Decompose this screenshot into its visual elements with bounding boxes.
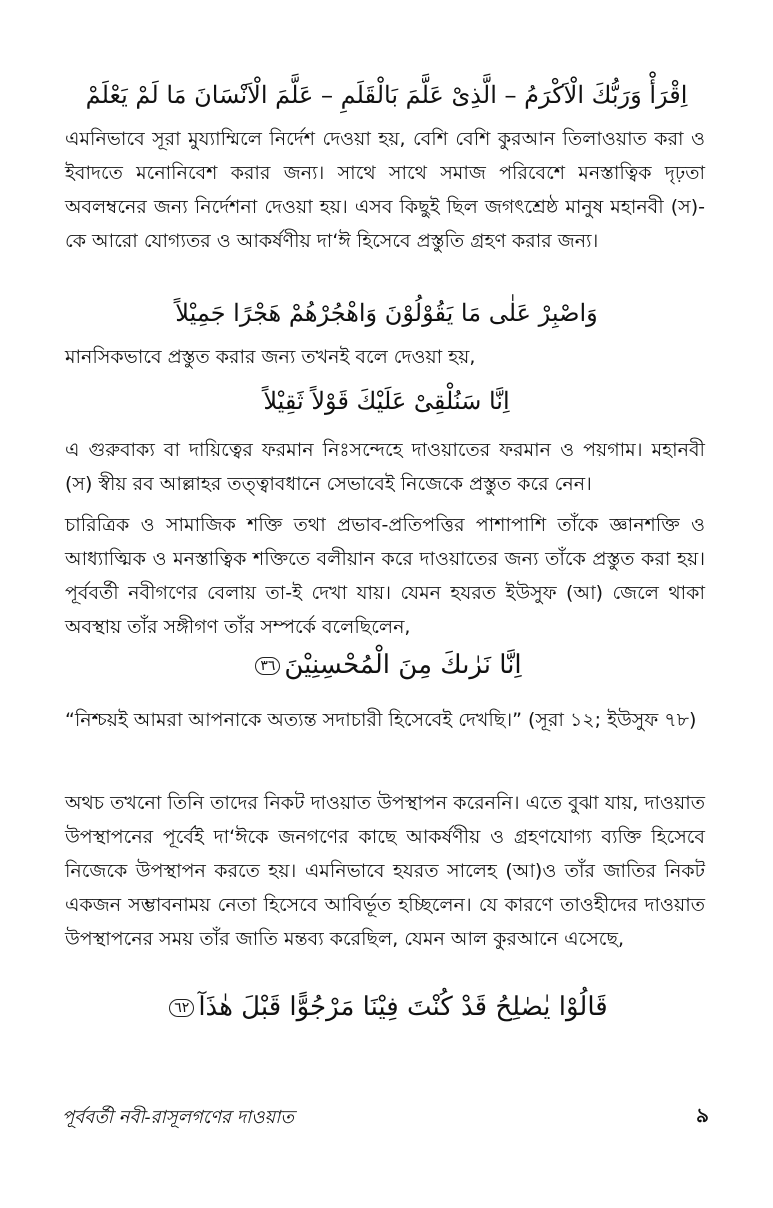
arabic-verse-text: قَالُوْا يٰصٰلِحُ قَدْ كُنْتَ فِيْنَا مَرْجُوًّا قَبْلَ هٰذَآ bbox=[198, 992, 608, 1022]
paragraph-character-strength: চারিত্রিক ও সামাজিক শক্তি তথা প্রভাব-প্রতিপত্তির পাশাপাশি তাঁকে জ্ঞানশক্তি ও আধ্যাত্মিক ও মনস্তাত্বিক শক্তিতে বলীয়ান করে দাওয়াতের জন্য তাঁকে প্রস্তুত করা হয়। পূর্ববর্তী নবীগণের বেলায় তা-ই দেখা যায়। যেমন হযরত ইউসুফ (আ) জেলে থাকা অবস্থায় তাঁর সঙ্গীগণ তাঁর সম্পর্কে বলেছিলেন, bbox=[65, 514, 705, 638]
arabic-verse-iqra: اِقْرَأْ وَرَبُّكَ الْاَكْرَمُ – الَّذِىْ عَلَّمَ بَالْقَلَمِ – عَلَّمَ الْاَنْسَانَ مَا لَمْ يَعْلَمْ bbox=[85, 81, 688, 109]
arabic-verse-inna-sanulqi: اِنَّا سَنُلْقِىْ عَلَيْكَ قَوْلاً ثَقِيْلاً bbox=[263, 387, 510, 415]
paragraph-salih: অথচ তখনো তিনি তাদের নিকট দাওয়াত উপস্থাপন করেননি। এতে বুঝা যায়, দাওয়াত উপস্থাপনের পূর্বেই দা‘ঈকে জনগণের কাছে আকর্ষণীয় ও গ্রহণযোগ্য ব্যক্তি হিসেবে নিজেকে উপস্থাপন করতে হয়। এমনিভাবে হযরত সালেহ (আ)ও তাঁর জাতির নিকট একজন সম্ভাবনাময় নেতা হিসেবে আবির্ভূত হচ্ছিলেন। যে কারণে তাওহীদের দাওয়াত উপস্থাপনের সময় তাঁর জাতি মন্তব্য করেছিল, যেমন আল কুরআনে এসেছে, bbox=[65, 792, 705, 950]
paragraph-weighty-command: এ গুরুবাক্য বা দায়িত্বের ফরমান নিঃসন্দেহে দাওয়াতের ফরমান ও পয়গাম। মহানবী (স) স্বীয় রব আল্লাহর তত্ত্বাবধানে সেভাবেই নিজেকে প্রস্তুত করে নেন। bbox=[65, 439, 705, 495]
arabic-verse-text: اِنَّا نَرٰىكَ مِنَ الْمُحْسِنِيْنَ bbox=[284, 650, 522, 680]
arabic-verse-inna-naraka bbox=[60, 648, 713, 682]
running-footer-title: পূর্ববর্তী নবী-রাসূলগণের দাওয়াত bbox=[62, 1107, 294, 1128]
paragraph-translation-yusuf: “নিশ্চয়ই আমরা আপনাকে অত্যন্ত সদাচারী হিসেবেই দেখছি।” (সূরা ১২; ইউসুফ ৭৮) bbox=[65, 709, 697, 731]
arabic-verse-wasbir: وَاصْبِرْ عَلٰى مَا يَقُوْلُوْنَ وَاهْجُرْهُمْ هَجْرًا جَمِيْلاً bbox=[175, 299, 598, 327]
paragraph-mental-preparation: মানসিকভাবে প্রস্তুত করার জন্য তখনই বলে দেওয়া হয়, bbox=[65, 346, 476, 368]
page-number: ৯ bbox=[696, 1103, 709, 1127]
ayah-number-marker: ٣٦ bbox=[255, 657, 280, 675]
paragraph-muzzammil: এমনিভাবে সূরা মুয্যাম্মিলে নির্দেশ দেওয়া হয়, বেশি বেশি কুরআন তিলাওয়াত করা ও ইবাদতে মনোনিবেশ করার জন্য। সাথে সাথে সমাজ পরিবেশে মনস্তাত্বিক দৃঢ়তা অবলম্বনের জন্য নির্দেশনা দেওয়া হয়। এসব কিছুই ছিল জগৎশ্রেষ্ঠ মানুষ মহানবী (স)-কে আরো যোগ্যতর ও আকর্ষণীয় দা‘ঈ হিসেবে প্রস্তুতি গ্রহণ করার জন্য। bbox=[65, 128, 705, 252]
ayah-number-marker: ٦٢ bbox=[169, 999, 194, 1017]
arabic-verse-qalu-ya-salih bbox=[60, 990, 713, 1024]
